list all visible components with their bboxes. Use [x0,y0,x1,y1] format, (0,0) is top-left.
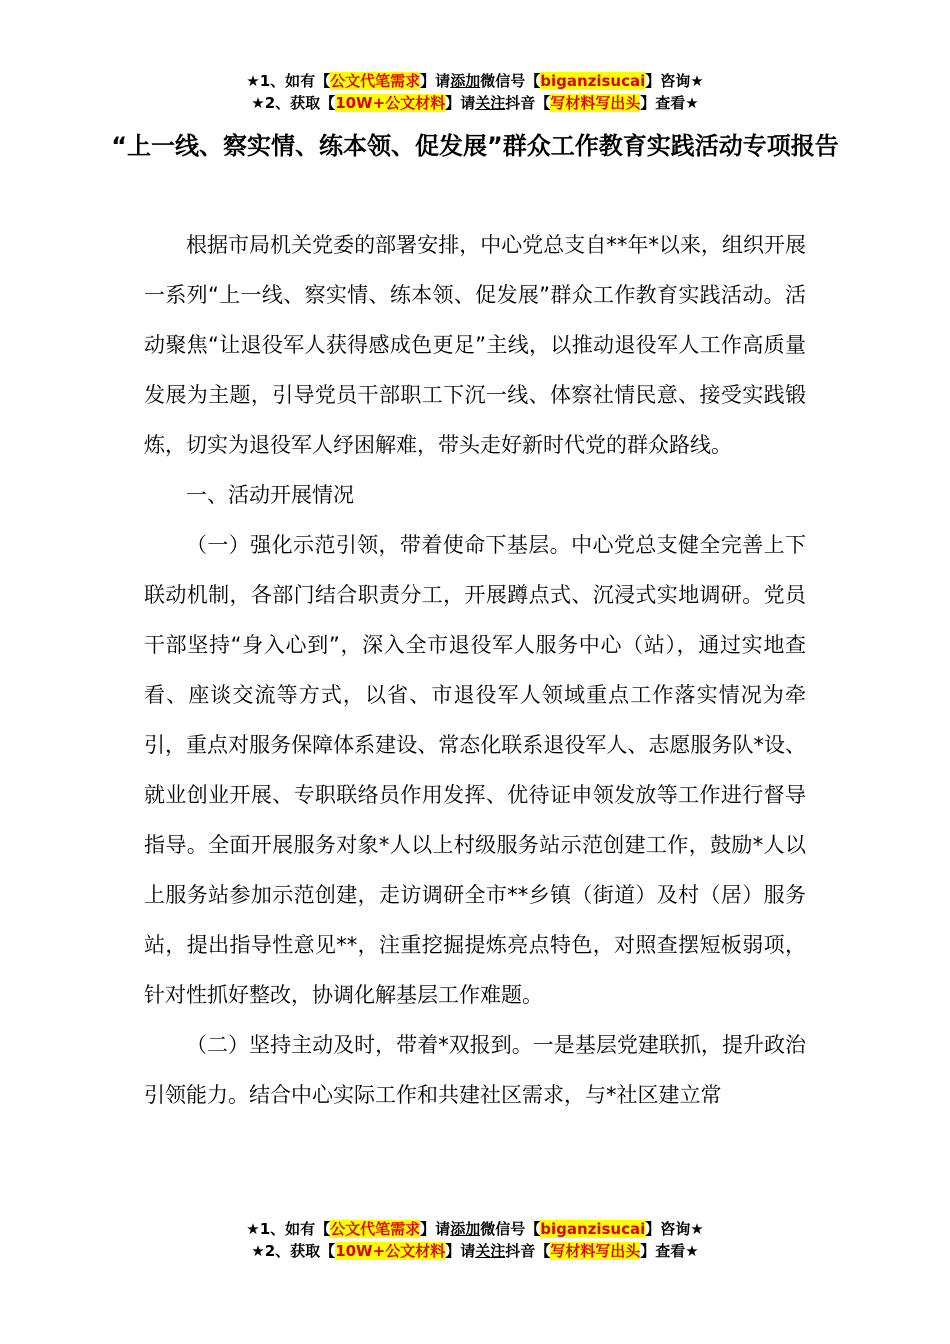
promo-line-1 [0,1218,950,1240]
promo-text: ★2、获取【 [251,1242,336,1260]
section-heading: 一、活动开展情况 [186,483,354,507]
promo-wechat-id: biganzisucai [540,72,646,90]
promo-text: 抖音【 [505,94,551,112]
promo-text: 】请 [445,94,476,112]
promo-text: 抖音【 [505,1242,551,1260]
promo-text: ★1、如有【 [246,72,331,90]
promo-text: 微信号【 [480,72,541,90]
paragraph-section-1: （一）强化示范引领，带着使命下基层。中心党总支健全完善上下联动机制，各部门结合职责分工，开展蹲点式、沉浸式实地调研。党员干部坚持“身入心到”，深入全市退役军人服务中心（站），通过实地查看、座谈交流等方式，以省、市退役军人领域重点工作落实情况为牵引，重点对服务保障体系建设、常态化联系退役军人、志愿服务队*设、就业创业开展、专职联络员作用发挥、优待证申领发放等工作进行督导指导。全面开展服务对象*人以上村级服务站示范创建工作，鼓励*人以上服务站参加示范创建，走访调研全市**乡镇（街道）及村（居）服务站，提出指导性意见**，注重挖掘提炼亮点特色，对照查摆短板弱项，针对性抓好整改，协调化解基层工作难题。 [144,533,806,1007]
promo-text: 微信号【 [480,1220,541,1238]
promo-text: 】查看★ [640,1242,699,1260]
promo-underline: 添加 [450,1220,481,1238]
promo-highlight: 10W+公文材料 [335,94,446,112]
promo-line-2 [0,1240,950,1262]
promo-text: 】请 [420,72,451,90]
promo-text: 】请 [445,1242,476,1260]
paragraph-intro: 根据市局机关党委的部署安排，中心党总支自**年*以来，组织开展一系列“上一线、察实情、练本领、促发展”群众工作教育实践活动。活动聚焦“让退役军人获得感成色更足”主线，以推动退役军人工作高质量发展为主题，引导党员干部职工下沉一线、体察社情民意、接受实践锻炼，切实为退役军人纾困解难，带头走好新时代党的群众路线。 [144,233,806,457]
document-body [144,220,806,1120]
promo-text: 】咨询★ [645,1220,704,1238]
promo-douyin-id: 写材料写出头 [550,94,641,112]
paragraph-section-2: （二）坚持主动及时，带着*双报到。一是基层党建联抓，提升政治引领能力。结合中心实际工作和共建社区需求，与*社区建立常 [144,1033,806,1107]
promo-underline: 添加 [450,72,481,90]
promo-wechat-id: biganzisucai [540,1220,646,1238]
promo-text: 】查看★ [640,94,699,112]
promo-highlight: 10W+公文材料 [335,1242,446,1260]
promo-underline: 关注 [475,94,506,112]
promo-line-2 [0,92,950,114]
promo-text: ★2、获取【 [251,94,336,112]
promo-banner-bottom [0,1218,950,1262]
promo-highlight: 公文代笔需求 [330,1220,421,1238]
promo-text: 】请 [420,1220,451,1238]
promo-highlight: 公文代笔需求 [330,72,421,90]
promo-banner-top [0,70,950,114]
promo-underline: 关注 [475,1242,506,1260]
promo-douyin-id: 写材料写出头 [550,1242,641,1260]
promo-line-1 [0,70,950,92]
promo-text: ★1、如有【 [246,1220,331,1238]
document-title: “上一线、察实情、练本领、促发展”群众工作教育实践活动专项报告 [111,132,839,160]
promo-text: 】咨询★ [645,72,704,90]
